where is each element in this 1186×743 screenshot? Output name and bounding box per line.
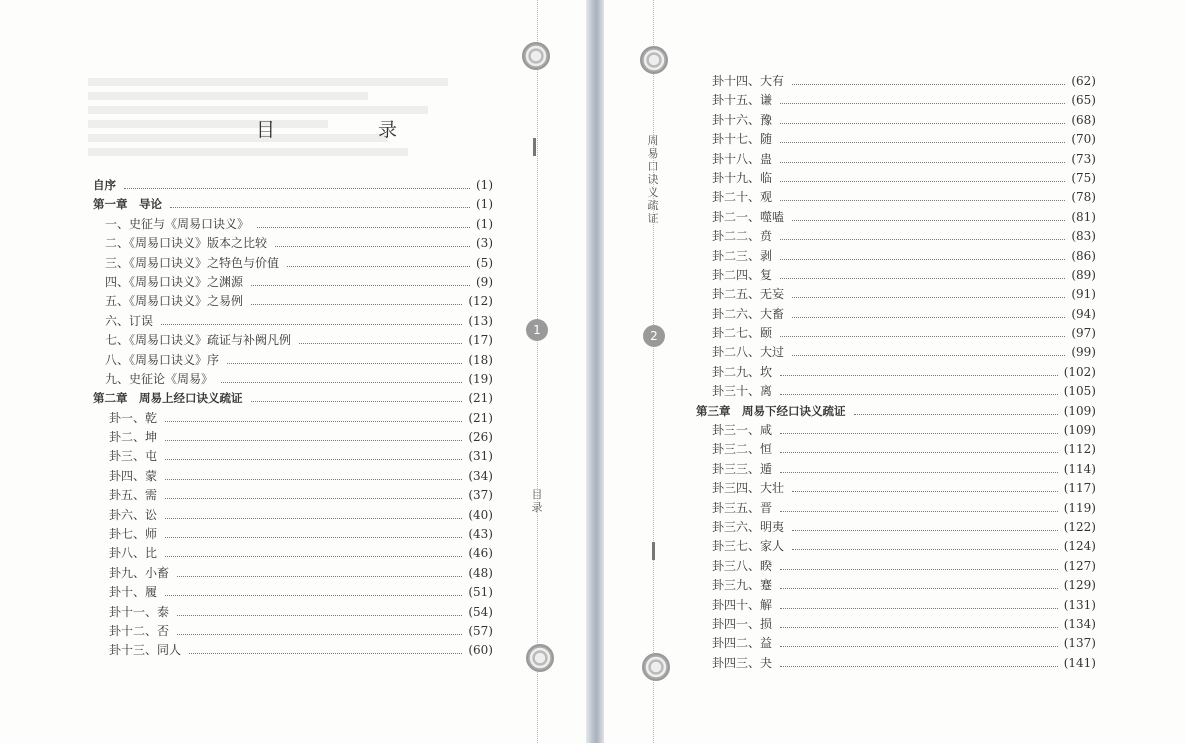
rosette-ornament-icon xyxy=(522,42,550,70)
toc-entry-label: 自序 xyxy=(93,178,116,192)
toc-entry-label: 六、订误 xyxy=(105,313,154,328)
toc-entry-label: 卦十七、随 xyxy=(712,132,773,147)
dot-leader xyxy=(780,646,1058,647)
toc-entry-page: (9) xyxy=(476,274,493,289)
toc-entry-page: (122) xyxy=(1063,519,1096,534)
toc-entry-page: (105) xyxy=(1063,384,1096,399)
toc-entry-page: (109) xyxy=(1063,423,1096,438)
toc-entry xyxy=(93,331,493,350)
toc-chapter-entry xyxy=(696,402,1096,421)
toc-entry xyxy=(696,150,1096,169)
toc-entry xyxy=(696,557,1096,576)
toc-entry-label: 卦四一、损 xyxy=(712,616,773,631)
toc-entry xyxy=(696,111,1096,130)
dot-leader xyxy=(792,297,1065,298)
toc-entry xyxy=(696,343,1096,362)
book-gutter xyxy=(586,0,604,743)
toc-entry xyxy=(93,273,493,292)
toc-entry xyxy=(93,641,493,660)
dot-leader xyxy=(792,491,1058,492)
dot-leader xyxy=(124,188,470,189)
dot-leader xyxy=(780,181,1065,182)
toc-entry-page: (97) xyxy=(1071,326,1096,341)
toc-entry-label: 卦二一、噬嗑 xyxy=(712,209,785,224)
dot-leader xyxy=(780,278,1065,279)
toc-entry-label: 卦二、坤 xyxy=(109,430,158,445)
dot-leader xyxy=(165,556,462,557)
toc-entry-label: 卦二六、大畜 xyxy=(712,306,785,321)
toc-entry-page: (124) xyxy=(1063,539,1096,554)
toc-entry xyxy=(93,234,493,253)
toc-entry-label: 卦二九、坎 xyxy=(712,364,773,379)
toc-chapter-entry xyxy=(93,176,493,195)
toc-entry-page: (75) xyxy=(1071,170,1096,185)
toc-entry-page: (102) xyxy=(1063,364,1096,379)
toc-entry xyxy=(93,370,493,389)
toc-entry-label: 三、《周易口诀义》之特色与价值 xyxy=(105,255,280,270)
dot-leader xyxy=(287,266,470,267)
toc-list-right xyxy=(696,72,1096,673)
toc-entry-label: 卦四十、解 xyxy=(712,597,773,612)
toc-entry xyxy=(696,305,1096,324)
dot-leader xyxy=(165,479,462,480)
toc-entry-label: 卦六、讼 xyxy=(109,507,158,522)
dot-leader xyxy=(189,653,462,654)
dot-leader xyxy=(780,588,1058,589)
dot-leader xyxy=(780,200,1065,201)
dot-leader xyxy=(275,246,470,247)
dot-leader xyxy=(177,634,462,635)
toc-entry xyxy=(696,188,1096,207)
toc-entry xyxy=(696,537,1096,556)
toc-entry-label: 卦七、师 xyxy=(109,527,158,542)
toc-entry-page: (21) xyxy=(468,391,493,406)
toc-entry-page: (114) xyxy=(1063,461,1096,476)
toc-entry-page: (21) xyxy=(468,410,493,425)
toc-entry-label: 卦四二、益 xyxy=(712,636,773,651)
dot-leader xyxy=(251,285,470,286)
toc-entry-page: (91) xyxy=(1071,287,1096,302)
toc-entry xyxy=(696,499,1096,518)
dot-leader xyxy=(792,549,1058,550)
toc-entry-label: 二、《周易口诀义》版本之比较 xyxy=(105,236,268,251)
toc-entry-page: (134) xyxy=(1063,616,1096,631)
toc-entry-page: (99) xyxy=(1071,345,1096,360)
toc-entry-page: (26) xyxy=(468,430,493,445)
dot-leader xyxy=(780,259,1065,260)
toc-entry xyxy=(696,247,1096,266)
toc-entry-label: 卦三七、家人 xyxy=(712,539,785,554)
toc-entry xyxy=(696,479,1096,498)
toc-entry-page: (73) xyxy=(1071,151,1096,166)
dot-leader xyxy=(227,363,462,364)
dot-leader xyxy=(299,343,462,344)
toc-entry-page: (83) xyxy=(1071,229,1096,244)
dot-leader xyxy=(780,433,1058,434)
toc-entry xyxy=(696,324,1096,343)
toc-entry xyxy=(696,72,1096,91)
toc-entry xyxy=(696,285,1096,304)
toc-entry xyxy=(696,440,1096,459)
dot-leader xyxy=(177,576,462,577)
toc-entry-label: 卦三二、恒 xyxy=(712,442,773,457)
toc-entry-page: (18) xyxy=(468,352,493,367)
toc-entry-label: 卦五、需 xyxy=(109,488,158,503)
toc-entry-page: (141) xyxy=(1063,655,1096,670)
toc-entry-page: (112) xyxy=(1063,442,1096,457)
toc-entry-page: (78) xyxy=(1071,190,1096,205)
toc-entry-page: (1) xyxy=(476,216,493,231)
toc-entry-page: (34) xyxy=(468,468,493,483)
toc-entry-page: (129) xyxy=(1063,578,1096,593)
dot-leader xyxy=(780,569,1058,570)
dot-leader xyxy=(780,472,1058,473)
dot-leader xyxy=(251,401,463,402)
dot-leader xyxy=(221,382,462,383)
toc-entry xyxy=(696,130,1096,149)
dot-leader xyxy=(792,84,1065,85)
toc-entry-page: (40) xyxy=(468,507,493,522)
toc-entry xyxy=(696,460,1096,479)
toc-entry xyxy=(696,576,1096,595)
dot-leader xyxy=(780,336,1065,337)
dot-leader xyxy=(780,162,1065,163)
toc-entry-label: 卦十四、大有 xyxy=(712,74,785,88)
dot-leader xyxy=(780,627,1058,628)
dot-leader xyxy=(780,511,1058,512)
toc-entry xyxy=(93,525,493,544)
toc-entry xyxy=(696,91,1096,110)
rosette-ornament-icon xyxy=(640,46,668,74)
toc-entry-label: 卦十二、否 xyxy=(109,623,170,638)
toc-entry-label: 卦三三、遁 xyxy=(712,461,773,476)
dot-leader xyxy=(780,394,1058,395)
toc-entry-page: (19) xyxy=(468,371,493,386)
rosette-ornament-icon xyxy=(526,644,554,672)
dot-leader xyxy=(165,498,462,499)
margin-bar xyxy=(652,542,655,560)
dot-leader xyxy=(165,440,462,441)
toc-entry xyxy=(696,518,1096,537)
toc-entry-page: (117) xyxy=(1063,481,1096,496)
toc-entry-label: 卦十八、蛊 xyxy=(712,151,773,166)
dot-leader xyxy=(792,220,1065,221)
toc-entry xyxy=(696,227,1096,246)
toc-entry-page: (86) xyxy=(1071,248,1096,263)
toc-entry-label: 卦十、履 xyxy=(109,585,158,600)
dot-leader xyxy=(780,103,1065,104)
toc-entry-label: 卦二八、大过 xyxy=(712,345,785,360)
right-page xyxy=(604,0,1186,743)
margin-bar xyxy=(533,138,536,156)
toc-entry xyxy=(696,634,1096,653)
toc-entry-page: (54) xyxy=(468,604,493,619)
dot-leader xyxy=(165,518,462,519)
toc-entry-label: 四、《周易口诀义》之渊源 xyxy=(105,274,244,289)
toc-entry-label: 卦三一、咸 xyxy=(712,423,773,438)
toc-entry-label: 卦十三、同人 xyxy=(109,643,182,658)
toc-entry xyxy=(696,596,1096,615)
toc-entry xyxy=(93,312,493,331)
toc-entry-page: (109) xyxy=(1063,403,1096,418)
dot-leader xyxy=(780,239,1065,240)
toc-entry-page: (48) xyxy=(468,565,493,580)
toc-entry-page: (81) xyxy=(1071,209,1096,224)
dot-leader xyxy=(854,414,1058,415)
toc-entry-label: 卦十五、谦 xyxy=(712,93,773,108)
toc-entry-label: 卦三八、睽 xyxy=(712,558,773,573)
toc-chapter-entry xyxy=(93,195,493,214)
toc-entry-page: (57) xyxy=(468,623,493,638)
toc-entry xyxy=(696,654,1096,673)
dot-leader xyxy=(170,207,470,208)
toc-entry-label: 卦三五、晋 xyxy=(712,500,773,515)
toc-entry-page: (1) xyxy=(476,197,493,212)
toc-entry-label: 卦十一、泰 xyxy=(109,604,170,619)
toc-entry-page: (3) xyxy=(476,236,493,251)
toc-entry-label: 第三章 周易下经口诀义疏证 xyxy=(696,403,846,418)
toc-entry-label: 五、《周易口诀义》之易例 xyxy=(105,294,244,309)
toc-entry-label: 卦四、蒙 xyxy=(109,468,158,483)
toc-entry-page: (13) xyxy=(468,313,493,328)
toc-entry-label: 卦三四、大壮 xyxy=(712,481,785,496)
toc-entry xyxy=(696,169,1096,188)
margin-dotted-line xyxy=(537,0,538,743)
toc-entry-page: (62) xyxy=(1071,74,1096,88)
dot-leader xyxy=(161,324,462,325)
toc-entry-page: (137) xyxy=(1063,636,1096,651)
toc-entry-label: 卦二三、剥 xyxy=(712,248,773,263)
toc-entry-label: 卦二二、贲 xyxy=(712,229,773,244)
dot-leader xyxy=(780,142,1065,143)
toc-entry-label: 卦十九、临 xyxy=(712,170,773,185)
toc-entry-page: (31) xyxy=(468,449,493,464)
toc-entry xyxy=(93,486,493,505)
dot-leader xyxy=(177,615,462,616)
page-number-badge: 2 xyxy=(643,325,665,347)
toc-entry-label: 卦三九、蹇 xyxy=(712,578,773,593)
dot-leader xyxy=(780,123,1065,124)
margin-label: 目录 xyxy=(531,488,543,514)
toc-entry xyxy=(696,382,1096,401)
toc-entry xyxy=(93,564,493,583)
toc-entry xyxy=(696,208,1096,227)
dot-leader xyxy=(780,452,1058,453)
toc-entry xyxy=(696,421,1096,440)
toc-entry-page: (65) xyxy=(1071,93,1096,108)
toc-entry xyxy=(93,409,493,428)
toc-entry-page: (12) xyxy=(468,294,493,309)
dot-leader xyxy=(251,304,462,305)
toc-entry xyxy=(93,351,493,370)
toc-entry-label: 卦三、屯 xyxy=(109,449,158,464)
toc-entry xyxy=(696,266,1096,285)
toc-entry-label: 卦十六、豫 xyxy=(712,112,773,127)
toc-entry-label: 卦三六、明夷 xyxy=(712,519,785,534)
toc-entry-page: (37) xyxy=(468,488,493,503)
toc-entry-page: (127) xyxy=(1063,558,1096,573)
toc-entry-label: 卦三十、离 xyxy=(712,384,773,399)
toc-entry xyxy=(93,622,493,641)
page-title: 目 录 xyxy=(256,119,440,141)
dot-leader xyxy=(165,459,462,460)
dot-leader xyxy=(792,530,1058,531)
toc-entry-page: (17) xyxy=(468,333,493,348)
margin-dotted-line xyxy=(653,0,654,743)
toc-entry-label: 卦一、乾 xyxy=(109,410,158,425)
rosette-ornament-icon xyxy=(642,653,670,681)
dot-leader xyxy=(780,666,1058,667)
toc-entry-label: 卦二四、复 xyxy=(712,267,773,282)
dot-leader xyxy=(165,537,462,538)
toc-entry-page: (89) xyxy=(1071,267,1096,282)
toc-entry-page: (68) xyxy=(1071,112,1096,127)
toc-entry xyxy=(93,428,493,447)
toc-entry-label: 七、《周易口诀义》疏证与补阙凡例 xyxy=(105,333,292,348)
toc-entry-page: (5) xyxy=(476,255,493,270)
dot-leader xyxy=(792,317,1065,318)
toc-entry xyxy=(93,467,493,486)
toc-entry-label: 卦二七、颐 xyxy=(712,326,773,341)
left-page xyxy=(0,0,586,743)
dot-leader xyxy=(792,355,1065,356)
toc-entry-page: (1) xyxy=(476,178,493,192)
toc-entry-label: 卦四三、夬 xyxy=(712,655,773,670)
toc-entry xyxy=(696,363,1096,382)
toc-entry-page: (43) xyxy=(468,527,493,542)
toc-entry-label: 第二章 周易上经口诀义疏证 xyxy=(93,391,243,406)
dot-leader xyxy=(257,227,470,228)
toc-entry-page: (131) xyxy=(1063,597,1096,612)
toc-entry-label: 卦八、比 xyxy=(109,546,158,561)
toc-entry xyxy=(93,215,493,234)
margin-label: 周易口诀义疏证 xyxy=(647,134,659,225)
toc-entry-label: 卦二十、观 xyxy=(712,190,773,205)
toc-entry xyxy=(93,447,493,466)
toc-entry xyxy=(93,292,493,311)
toc-entry-page: (60) xyxy=(468,643,493,658)
toc-entry xyxy=(93,583,493,602)
dot-leader xyxy=(165,595,462,596)
toc-entry-page: (119) xyxy=(1063,500,1096,515)
toc-entry-label: 卦二五、无妄 xyxy=(712,287,785,302)
toc-entry-page: (94) xyxy=(1071,306,1096,321)
toc-entry-label: 第一章 导论 xyxy=(93,197,162,212)
toc-entry xyxy=(93,506,493,525)
toc-entry-label: 卦九、小畜 xyxy=(109,565,170,580)
dot-leader xyxy=(165,421,462,422)
toc-chapter-entry xyxy=(93,389,493,408)
dot-leader xyxy=(780,375,1058,376)
toc-entry-page: (46) xyxy=(468,546,493,561)
toc-list-left xyxy=(93,176,493,661)
toc-entry xyxy=(93,254,493,273)
toc-entry xyxy=(93,544,493,563)
toc-entry-label: 九、史征论《周易》 xyxy=(105,371,214,386)
toc-entry-page: (51) xyxy=(468,585,493,600)
toc-entry xyxy=(93,603,493,622)
page-number-badge: 1 xyxy=(526,319,548,341)
dot-leader xyxy=(780,608,1058,609)
toc-entry-page: (70) xyxy=(1071,132,1096,147)
toc-entry-label: 一、史征与《周易口诀义》 xyxy=(105,216,250,231)
toc-entry xyxy=(696,615,1096,634)
toc-entry-label: 八、《周易口诀义》序 xyxy=(105,352,220,367)
